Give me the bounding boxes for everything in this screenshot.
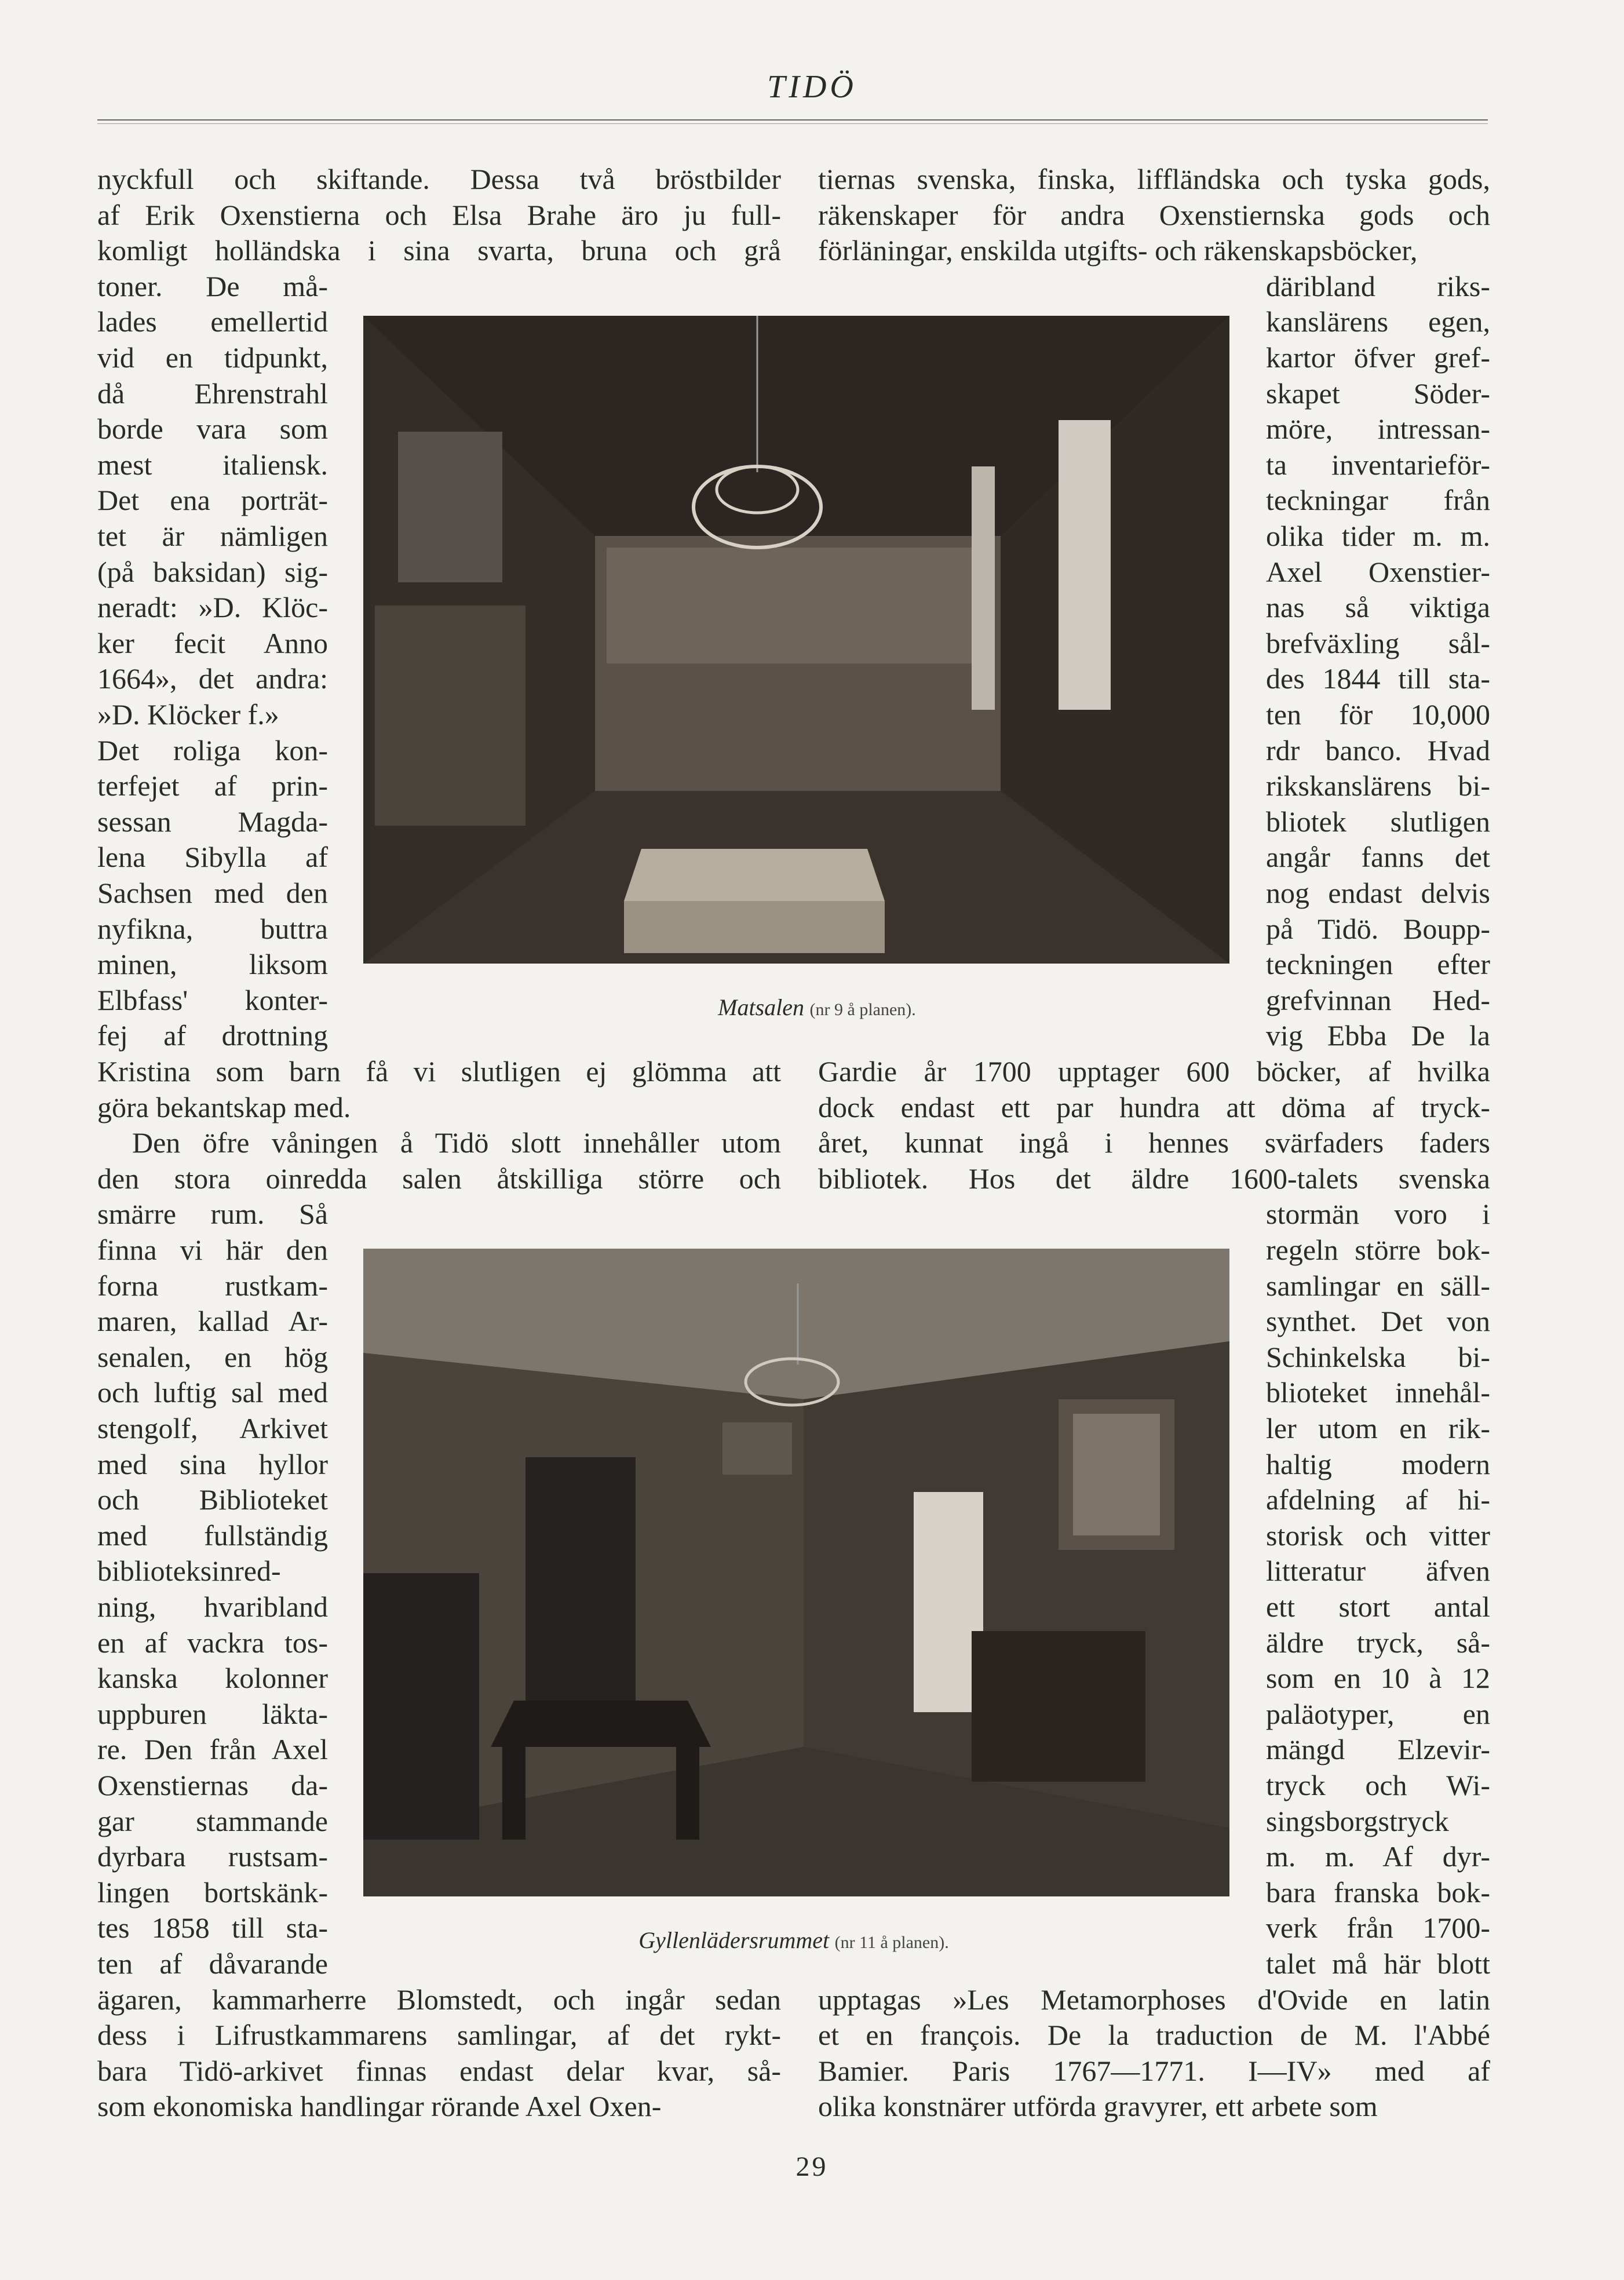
right-column-line: teckningen efter bbox=[1266, 948, 1490, 981]
right-column-line: möre, intressan- bbox=[1266, 413, 1490, 446]
right-column-line: synthet. Det von bbox=[1266, 1305, 1490, 1338]
right-column-line: äldre tryck, så- bbox=[1266, 1626, 1490, 1659]
left-column-line: af Erik Oxenstierna och Elsa Brahe äro ju full- bbox=[97, 198, 781, 231]
left-column-line: lena Sibylla af bbox=[97, 841, 328, 874]
left-column-line: sessan Magda- bbox=[97, 805, 328, 838]
header-rule bbox=[97, 119, 1488, 124]
photo-matsalen bbox=[363, 316, 1229, 964]
right-column-line: ett stort antal bbox=[1266, 1590, 1490, 1623]
right-column-line: storisk och vitter bbox=[1266, 1519, 1490, 1552]
page-number: 29 bbox=[795, 2151, 829, 2182]
left-column-line: »D. Klöcker f.» bbox=[97, 698, 279, 731]
left-column-line: lades emellertid bbox=[97, 305, 328, 338]
left-column-line: ägaren, kammarherre Blomstedt, och ingår sedan bbox=[97, 1983, 781, 2016]
right-column-line: ten för 10,000 bbox=[1266, 698, 1490, 731]
left-column-line: göra bekantskap med. bbox=[97, 1090, 351, 1123]
left-column-line: Oxenstiernas da- bbox=[97, 1769, 328, 1801]
left-column-line: nyckfull och skiftande. Dessa två bröstbilder bbox=[97, 163, 781, 195]
right-column-line: singsborgstryck bbox=[1266, 1804, 1449, 1837]
left-column-line: Elbfass' konter- bbox=[97, 983, 328, 1016]
leather-room-illustration bbox=[363, 1249, 1229, 1896]
right-column-line: Gardie år 1700 upptager 600 böcker, af hvilka bbox=[818, 1055, 1490, 1088]
left-column-line: (på baksidan) sig- bbox=[97, 555, 328, 588]
left-column-line: minen, liksom bbox=[97, 948, 328, 981]
right-column-line: upptagas »Les Metamorphoses d'Ovide en latin bbox=[818, 1983, 1490, 2016]
right-column-line: bliotek slutligen bbox=[1266, 805, 1490, 838]
right-column-line: mängd Elzevir- bbox=[1266, 1733, 1490, 1766]
left-column-line: smärre rum. Så bbox=[97, 1198, 328, 1231]
right-column-line: litteratur äfven bbox=[1266, 1555, 1490, 1588]
right-column-line: haltig modern bbox=[1266, 1447, 1490, 1480]
caption-note: (nr 9 å planen). bbox=[809, 1000, 916, 1019]
left-column-line: dyrbara rustsam- bbox=[97, 1840, 328, 1873]
right-column-line: räkenskaper för andra Oxenstiernska gods och bbox=[818, 198, 1490, 231]
left-column-line: stengolf, Arkivet bbox=[97, 1412, 328, 1444]
running-head: TIDÖ bbox=[767, 69, 857, 105]
left-column-line: Sachsen med den bbox=[97, 877, 328, 909]
right-column-line: förläningar, enskilda utgifts- och räkenskapsböcker, bbox=[818, 234, 1418, 267]
left-column-line: ning, hvaribland bbox=[97, 1590, 328, 1623]
right-column-line: blioteket innehål- bbox=[1266, 1376, 1490, 1409]
left-column-line: vid en tidpunkt, bbox=[97, 341, 328, 374]
right-column-line: vig Ebba De la bbox=[1266, 1019, 1490, 1052]
right-column-line: et en françois. De la traduction de M. l'Abbé bbox=[818, 2019, 1490, 2052]
left-column-line: borde vara som bbox=[97, 413, 328, 446]
left-column-line: ten af dåvarande bbox=[97, 1947, 328, 1980]
left-column-line: Den öfre våningen å Tidö slott innehåller utom bbox=[132, 1126, 781, 1159]
left-column-line: kanska kolonner bbox=[97, 1662, 328, 1695]
left-column-line: toner. De må- bbox=[97, 269, 328, 302]
left-column-line: då Ehrenstrahl bbox=[97, 377, 328, 410]
right-column-line: rdr banco. Hvad bbox=[1266, 734, 1490, 767]
left-column-line: med sina hyllor bbox=[97, 1447, 328, 1480]
caption-note: (nr 11 å planen). bbox=[834, 1933, 949, 1952]
left-column-line: dess i Lifrustkammarens samlingar, af det rykt- bbox=[97, 2019, 781, 2052]
right-column-line: Schinkelska bi- bbox=[1266, 1340, 1490, 1373]
left-column-line: och Biblioteket bbox=[97, 1483, 328, 1516]
left-column-line: terfejet af prin- bbox=[97, 769, 328, 802]
right-column-line: tiernas svenska, finska, liffländska och tyska gods, bbox=[818, 163, 1490, 195]
right-column-line: brefväxling sål- bbox=[1266, 626, 1490, 659]
right-column-line: olika tider m. m. bbox=[1266, 520, 1490, 552]
left-column-line: bara Tidö-arkivet finnas endast delar kvar, så- bbox=[97, 2054, 781, 2087]
right-column-line: bibliotek. Hos det äldre 1600-talets svenska bbox=[818, 1162, 1490, 1195]
right-column-line: des 1844 till sta- bbox=[1266, 662, 1490, 695]
left-column-line: mest italiensk. bbox=[97, 448, 328, 481]
left-column-line: tes 1858 till sta- bbox=[97, 1911, 328, 1945]
right-column-line: Bamier. Paris 1767—1771. I—IV» med af bbox=[818, 2054, 1490, 2087]
right-column-line: året, kunnat ingå i hennes svärfaders faders bbox=[818, 1126, 1490, 1159]
right-column-line: kanslärens egen, bbox=[1266, 305, 1490, 338]
left-column-line: ker fecit Anno bbox=[97, 626, 328, 659]
right-column-line: däribland riks- bbox=[1266, 269, 1490, 302]
right-column-line: nas så viktiga bbox=[1266, 591, 1490, 624]
left-column-line: och luftig sal med bbox=[97, 1376, 328, 1409]
left-column-line: Det roliga kon- bbox=[97, 734, 328, 767]
left-column-line: biblioteksinred- bbox=[97, 1555, 281, 1588]
left-column-line: tet är nämligen bbox=[97, 520, 328, 552]
left-column-line: en af vackra tos- bbox=[97, 1626, 328, 1659]
caption-matsalen bbox=[626, 994, 1008, 1021]
right-column-line: Axel Oxenstier- bbox=[1266, 555, 1490, 588]
right-column-line: samlingar en säll- bbox=[1266, 1269, 1490, 1302]
photo-gyllenladersrummet bbox=[363, 1249, 1229, 1896]
right-column-line: som en 10 à 12 bbox=[1266, 1662, 1490, 1695]
right-column-line: ler utom en rik- bbox=[1266, 1412, 1490, 1444]
right-column-line: kartor öfver gref- bbox=[1266, 341, 1490, 374]
left-column-line: som ekonomiska handlingar rörande Axel Oxen- bbox=[97, 2090, 662, 2123]
left-column-line: 1664», det andra: bbox=[97, 662, 328, 695]
right-column-line: dock endast ett par hundra att döma af tryck- bbox=[818, 1090, 1490, 1123]
right-column-line: regeln större bok- bbox=[1266, 1234, 1490, 1266]
left-column-line: med fullständig bbox=[97, 1519, 328, 1552]
right-column-line: skapet Söder- bbox=[1266, 377, 1490, 410]
left-column-line: den stora oinredda salen åtskilliga större och bbox=[97, 1162, 781, 1195]
caption-title: Matsalen bbox=[718, 994, 805, 1020]
left-column-line: finna vi här den bbox=[97, 1234, 328, 1266]
left-column-line: uppburen läkta- bbox=[97, 1697, 328, 1730]
left-column-line: nyfikna, buttra bbox=[97, 912, 328, 945]
caption-gyllenladersrummet bbox=[574, 1927, 1014, 1954]
right-column-line: teckningar från bbox=[1266, 484, 1490, 517]
left-column-line: senalen, en hög bbox=[97, 1340, 328, 1373]
right-column-line: bara franska bok- bbox=[1266, 1876, 1490, 1909]
dining-room-illustration bbox=[363, 316, 1229, 964]
right-column-line: ta inventarieför- bbox=[1266, 448, 1490, 481]
left-column-line: komligt holländska i sina svarta, bruna och grå bbox=[97, 234, 781, 267]
left-column-line: re. Den från Axel bbox=[97, 1733, 328, 1766]
right-column-line: på Tidö. Boupp- bbox=[1266, 912, 1490, 945]
right-column-line: rikskanslärens bi- bbox=[1266, 769, 1490, 802]
right-column-line: grefvinnan Hed- bbox=[1266, 983, 1490, 1016]
caption-title: Gyllenlädersrummet bbox=[638, 1927, 830, 1953]
left-column-line: neradt: »D. Klöc- bbox=[97, 591, 328, 624]
right-column-line: nog endast delvis bbox=[1266, 877, 1490, 909]
left-column-line: lingen bortskänk- bbox=[97, 1876, 328, 1909]
right-column-line: stormän voro i bbox=[1266, 1198, 1490, 1231]
left-column-line: forna rustkam- bbox=[97, 1269, 328, 1302]
right-column-line: olika konstnärer utförda gravyrer, ett arbete som bbox=[818, 2090, 1378, 2123]
left-column-line: Kristina som barn få vi slutligen ej glömma att bbox=[97, 1055, 781, 1088]
right-column-line: paläotyper, en bbox=[1266, 1697, 1490, 1730]
left-column-line: maren, kallad Ar- bbox=[97, 1305, 328, 1338]
right-column-line: verk från 1700- bbox=[1266, 1911, 1490, 1945]
left-column-line: Det ena porträt- bbox=[97, 484, 328, 517]
right-column-line: afdelning af hi- bbox=[1266, 1483, 1490, 1516]
left-column-line: fej af drottning bbox=[97, 1019, 328, 1052]
right-column-line: talet må här blott bbox=[1266, 1947, 1490, 1980]
left-column-line: gar stammande bbox=[97, 1804, 328, 1837]
right-column-line: m. m. Af dyr- bbox=[1266, 1840, 1490, 1873]
right-column-line: tryck och Wi- bbox=[1266, 1769, 1490, 1801]
right-column-line: angår fanns det bbox=[1266, 841, 1490, 874]
